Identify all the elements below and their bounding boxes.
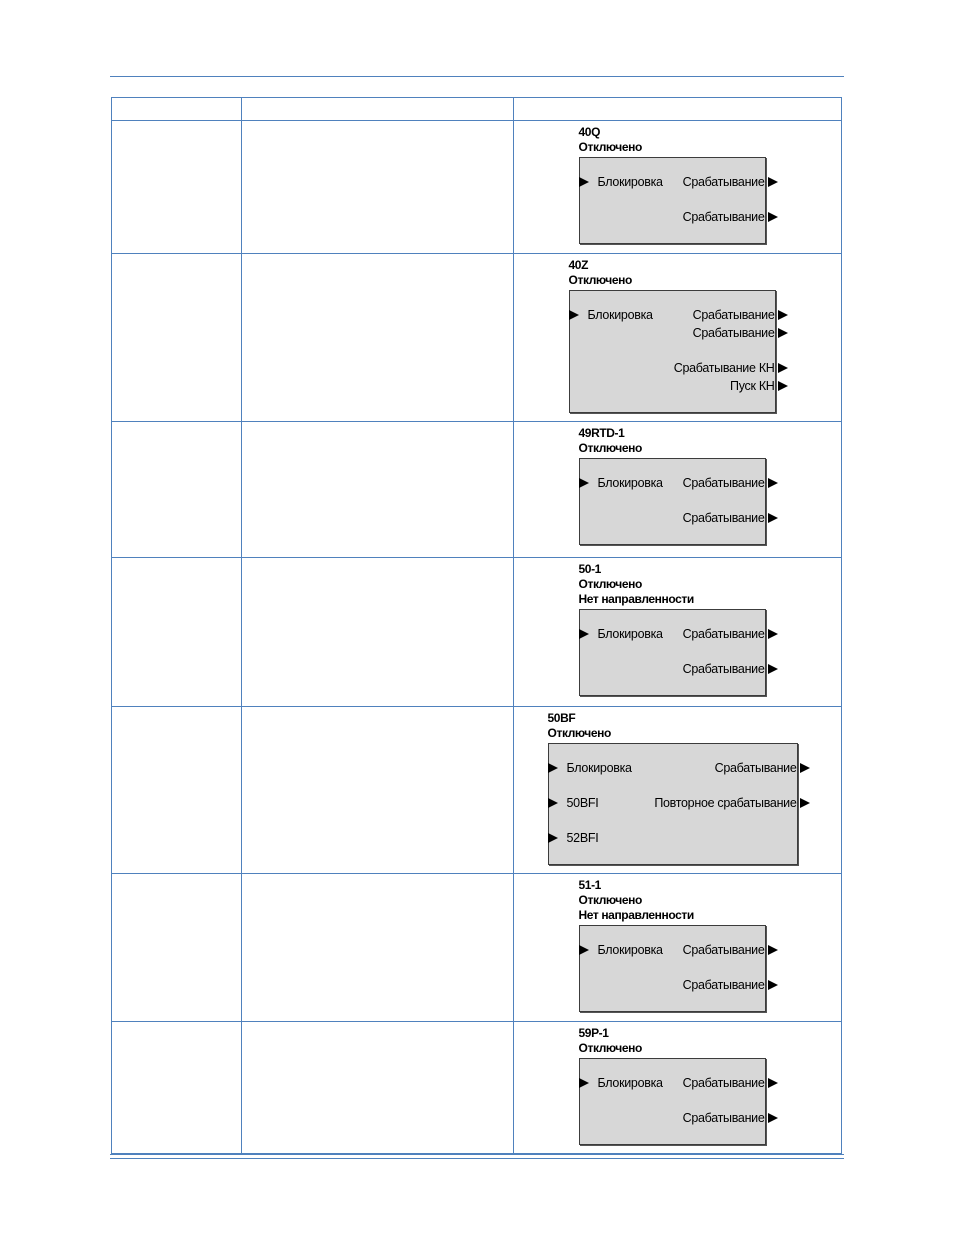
output-arrow-icon [768, 513, 778, 523]
input-arrow-icon [569, 310, 579, 320]
input-port-label: Блокировка [566, 761, 632, 775]
input-port-label: 52BFI [566, 831, 599, 845]
output-port-label: Срабатывание [682, 1111, 765, 1125]
name-cell [112, 558, 242, 707]
block-mode: Нет направленности [578, 908, 694, 922]
block-status: Отключено [578, 577, 642, 591]
output-port-label: Срабатывание [692, 326, 775, 340]
logic-block-50-1 [578, 562, 765, 676]
input-port-label: Блокировка [597, 476, 663, 490]
block-body [579, 925, 766, 1012]
name-cell [112, 422, 242, 558]
logic-block-40q [578, 125, 765, 224]
block-body [579, 609, 766, 696]
description-cell [242, 1022, 513, 1154]
table-row [112, 422, 842, 558]
output-arrow-icon [800, 798, 810, 808]
diagram-cell [513, 1022, 841, 1154]
description-cell [242, 874, 513, 1022]
output-port-label: Повторное срабатывание [654, 796, 797, 810]
output-port-label: Срабатывание КН [673, 361, 775, 375]
input-port-label: Блокировка [597, 627, 663, 641]
name-cell [112, 254, 242, 422]
footer-rule [110, 1154, 844, 1159]
name-cell [112, 874, 242, 1022]
output-arrow-icon [778, 363, 788, 373]
output-arrow-icon [800, 763, 810, 773]
description-cell [242, 558, 513, 707]
output-arrow-icon [768, 945, 778, 955]
block-title: 51-1 [578, 878, 601, 892]
table-row [112, 1022, 842, 1154]
output-arrow-icon [768, 177, 778, 187]
block-status: Отключено [578, 140, 642, 154]
table-row [112, 254, 842, 422]
input-port-label: 50BFI [566, 796, 599, 810]
output-port-label: Срабатывание [682, 978, 765, 992]
diagram-cell [513, 874, 841, 1022]
output-arrow-icon [768, 664, 778, 674]
diagram-cell [513, 254, 841, 422]
logic-block-59p-1 [578, 1026, 765, 1125]
input-arrow-icon [579, 629, 589, 639]
block-body [579, 1058, 766, 1145]
table-header-row [112, 98, 842, 121]
logic-block-40z [568, 258, 775, 393]
output-arrow-icon [768, 980, 778, 990]
name-cell [112, 1022, 242, 1154]
block-title: 40Q [578, 125, 601, 139]
block-status: Отключено [568, 273, 632, 287]
name-cell [112, 121, 242, 254]
output-port-label: Срабатывание [682, 511, 765, 525]
diagram-cell [513, 707, 841, 874]
input-arrow-icon [579, 1078, 589, 1088]
input-port-label: Блокировка [597, 1076, 663, 1090]
table-row [112, 558, 842, 707]
description-cell [242, 422, 513, 558]
table-row [112, 121, 842, 254]
block-title: 50-1 [578, 562, 601, 576]
name-cell [112, 707, 242, 874]
description-cell [242, 121, 513, 254]
input-port-label: Блокировка [587, 308, 653, 322]
table-row [112, 707, 842, 874]
header-cell-1 [112, 98, 242, 121]
input-arrow-icon [579, 478, 589, 488]
description-cell [242, 707, 513, 874]
output-arrow-icon [778, 328, 788, 338]
output-port-label: Срабатывание [682, 662, 765, 676]
block-body [569, 290, 776, 413]
block-body [579, 157, 766, 244]
input-arrow-icon [548, 833, 558, 843]
header-cell-2 [242, 98, 513, 121]
output-arrow-icon [768, 212, 778, 222]
input-port-label: Блокировка [597, 175, 663, 189]
output-port-label: Срабатывание [692, 308, 775, 322]
output-port-label: Срабатывание [682, 210, 765, 224]
block-body [548, 743, 798, 865]
logic-block-49rtd-1 [578, 426, 765, 525]
output-arrow-icon [778, 310, 788, 320]
diagram-cell [513, 121, 841, 254]
output-arrow-icon [778, 381, 788, 391]
block-title: 49RTD-1 [578, 426, 625, 440]
block-title: 59P-1 [578, 1026, 609, 1040]
input-port-label: Блокировка [597, 943, 663, 957]
block-title: 50BF [547, 711, 576, 725]
output-arrow-icon [768, 1078, 778, 1088]
output-port-label: Пуск КН [730, 379, 775, 393]
block-title: 40Z [568, 258, 589, 272]
input-arrow-icon [579, 945, 589, 955]
logic-elements-table [111, 97, 842, 1154]
block-status: Отключено [578, 1041, 642, 1055]
block-body [579, 458, 766, 545]
header-rule [110, 76, 844, 77]
output-arrow-icon [768, 629, 778, 639]
diagram-cell [513, 422, 841, 558]
output-port-label: Срабатывание [682, 1076, 765, 1090]
output-port-label: Срабатывание [682, 476, 765, 490]
table-row [112, 874, 842, 1022]
output-port-label: Срабатывание [714, 761, 797, 775]
input-arrow-icon [548, 798, 558, 808]
block-status: Отключено [578, 441, 642, 455]
block-status: Отключено [547, 726, 611, 740]
diagram-cell [513, 558, 841, 707]
output-port-label: Срабатывание [682, 175, 765, 189]
description-cell [242, 254, 513, 422]
block-mode: Нет направленности [578, 592, 694, 606]
logic-block-50bf [547, 711, 797, 845]
block-status: Отключено [578, 893, 642, 907]
output-port-label: Срабатывание [682, 943, 765, 957]
output-port-label: Срабатывание [682, 627, 765, 641]
output-arrow-icon [768, 478, 778, 488]
logic-block-51-1 [578, 878, 765, 992]
header-cell-3 [513, 98, 841, 121]
input-arrow-icon [548, 763, 558, 773]
input-arrow-icon [579, 177, 589, 187]
output-arrow-icon [768, 1113, 778, 1123]
